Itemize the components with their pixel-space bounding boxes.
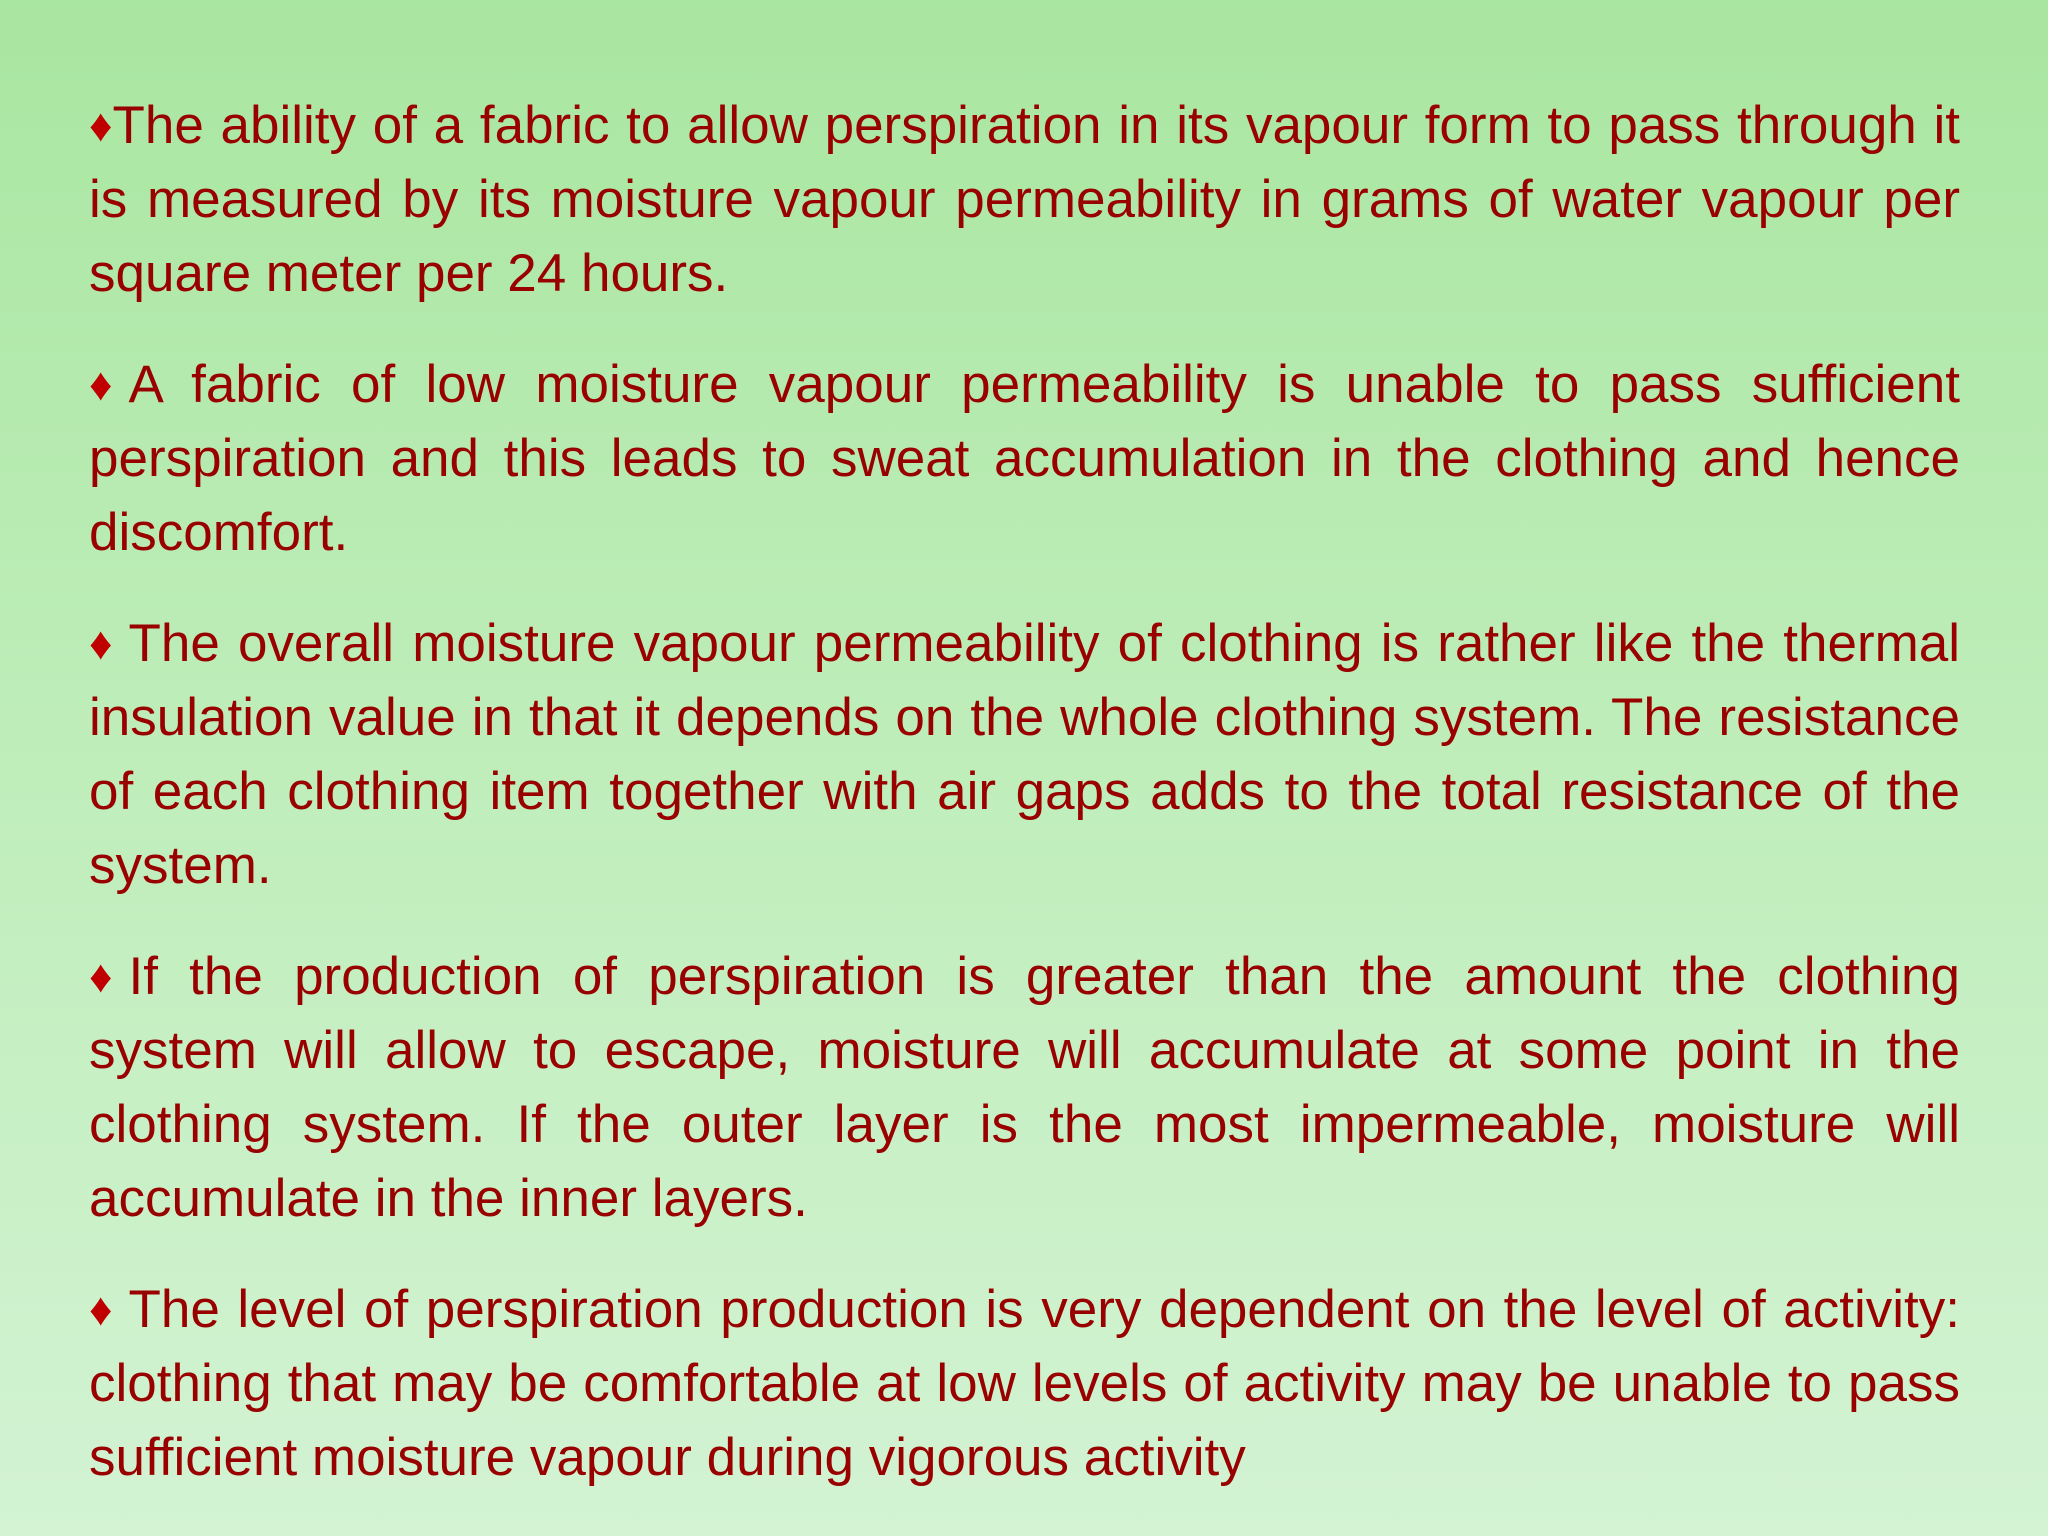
paragraph-text: A fabric of low moisture vapour permeability is unable to pass sufficient perspiration and this leads to sweat accumulation in the clothing and hence discomfort. — [89, 355, 1960, 562]
bullet-paragraph-1 — [89, 88, 1960, 311]
paragraph-text: The ability of a fabric to allow perspiration in its vapour form to pass through it is measured by its moisture vapour permeability in grams of water vapour per square meter per 24 hours. — [89, 96, 1960, 303]
bullet-paragraph-5 — [89, 1272, 1960, 1495]
diamond-bullet-icon: ♦ — [89, 358, 113, 410]
diamond-bullet-icon: ♦ — [89, 617, 113, 669]
bullet-paragraph-3 — [89, 606, 1960, 903]
diamond-bullet-icon: ♦ — [89, 1283, 113, 1335]
paragraph-text: If the production of perspiration is greater than the amount the clothing system will allow to escape, moisture will accumulate at some point in the clothing system. If the outer layer is the most impermeable, moisture will accumulate in the inner layers. — [89, 947, 1960, 1228]
diamond-bullet-icon: ♦ — [89, 99, 113, 151]
paragraph-text: The level of perspiration production is very dependent on the level of activity: clothing that may be comfortable at low levels of activity may be unable to pass sufficient moisture vapour during vigorous activity — [89, 1280, 1960, 1487]
bullet-paragraph-4 — [89, 939, 1960, 1236]
diamond-bullet-icon: ♦ — [89, 950, 113, 1002]
paragraph-text: The overall moisture vapour permeability of clothing is rather like the thermal insulation value in that it depends on the whole clothing system. The resistance of each clothing item together with air gaps adds to the total resistance of the system. — [89, 614, 1960, 895]
bullet-paragraph-2 — [89, 347, 1960, 570]
